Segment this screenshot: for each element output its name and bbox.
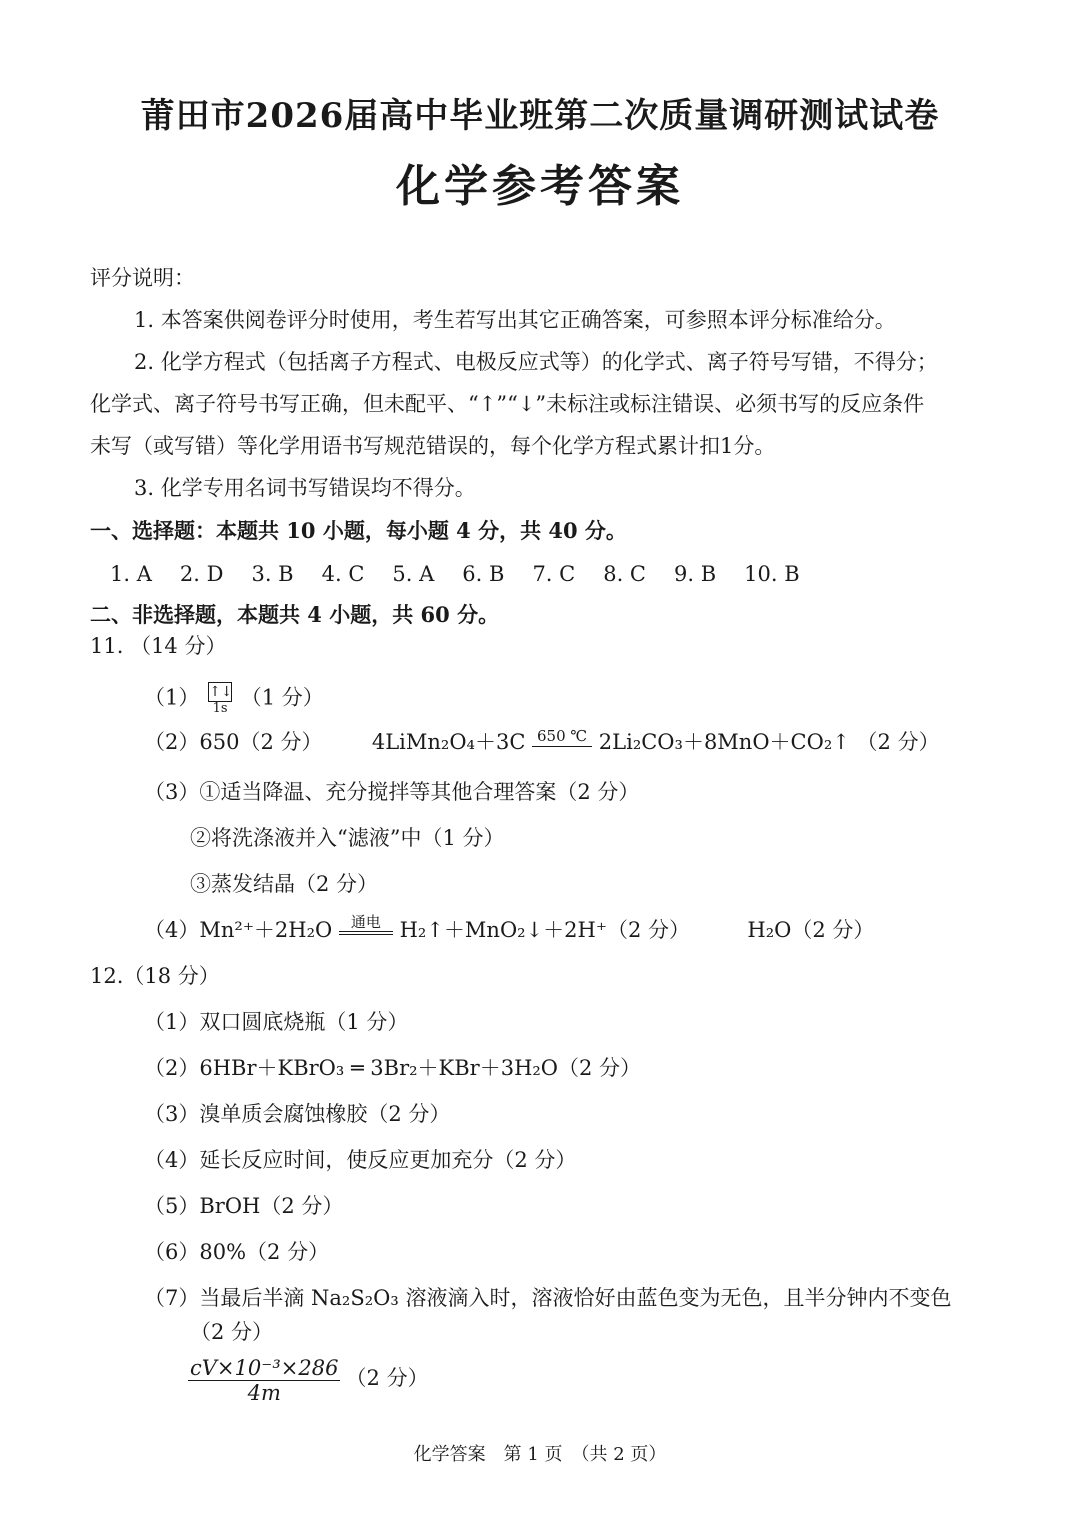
q11-p4-score: （2 分） <box>606 918 690 942</box>
q11-p3-c: ③蒸发结晶（2 分） <box>190 872 379 896</box>
note-2-line-1: 2. 化学方程式（包括离子方程式、电极反应式等）的化学式、离子符号写错，不得分； <box>134 350 938 374</box>
section-1-heading: 一、选择题：本题共 10 小题，每小题 4 分，共 40 分。 <box>90 518 627 543</box>
q12-p8-score: （2 分） <box>345 1366 429 1390</box>
mcq-answer: 6. B <box>462 562 505 586</box>
note-1: 1. 本答案供阅卷评分时使用，考生若写出其它正确答案，可参照本评分标准给分。 <box>134 308 896 332</box>
q11-p1-label: （1） <box>144 685 200 710</box>
q11-part-3 <box>144 782 639 803</box>
q12-part-8 <box>188 1356 429 1405</box>
fraction-denominator: 4m <box>247 1381 281 1405</box>
mcq-answer: 9. B <box>674 562 717 586</box>
orbital-box: ↑↓ <box>209 684 233 700</box>
q12-part-1: （1）双口圆底烧瓶（1 分） <box>144 1010 409 1034</box>
q11-p3-b: ②将洗涤液并入“滤液”中（1 分） <box>190 826 505 850</box>
note-2-line-2: 化学式、离子符号书写正确，但未配平、“↑”“↓”未标注或标注错误、必须书写的反应条件 <box>90 392 925 416</box>
note-2-line-3: 未写（或写错）等化学用语书写规范错误的，每个化学方程式累计扣1分。 <box>90 434 776 458</box>
mcq-answer: 8. C <box>603 562 646 586</box>
orbital-label: 1s <box>212 701 228 716</box>
q11-p3-a: ①适当降温、充分搅拌等其他合理答案（2 分） <box>199 780 640 804</box>
q11-p2-label: （2） <box>144 730 200 754</box>
orbital-diagram <box>208 682 232 716</box>
q11-part-1 <box>144 682 324 716</box>
q11-p4-extra: H₂O（2 分） <box>747 918 875 942</box>
mcq-answer: 3. B <box>251 562 294 586</box>
fraction-numerator: cV×10⁻³×286 <box>190 1356 339 1380</box>
reaction-condition <box>532 729 592 747</box>
mcq-answer: 5. A <box>392 562 435 586</box>
mcq-answers <box>110 562 828 586</box>
q11-p3-label: （3） <box>144 780 200 804</box>
page-subtitle: 化学参考答案 <box>396 161 684 212</box>
q11-p1-score: （1 分） <box>240 685 324 710</box>
q11-p4-label: （4） <box>144 918 200 942</box>
mcq-answer: 10. B <box>744 562 800 586</box>
q11-part-2 <box>144 727 940 755</box>
page-title: 莆田市2026届高中毕业班第二次质量调研测试试卷 <box>140 96 940 136</box>
condition-text: 通电 <box>350 913 381 931</box>
condition-line <box>532 746 592 747</box>
q12-part-7-line-2: （2 分） <box>190 1320 274 1344</box>
reaction-condition <box>339 915 393 935</box>
q11-p2-eq-left: 4LiMn₂O₄＋3C <box>371 730 526 754</box>
q12-part-2: （2）6HBr＋KBrO₃ ═ 3Br₂＋KBr＋3H₂O（2 分） <box>144 1056 642 1080</box>
q12-heading: 12.（18 分） <box>90 964 220 988</box>
fraction <box>188 1356 340 1405</box>
q11-p2-eq-right: 2Li₂CO₃＋8MnO＋CO₂↑ <box>598 730 850 754</box>
notes-heading: 评分说明： <box>90 266 195 290</box>
mcq-answer: 4. C <box>321 562 365 586</box>
q11-p4-eq-right: H₂↑＋MnO₂↓＋2H⁺ <box>399 918 607 942</box>
condition-line <box>339 931 393 935</box>
q12-part-3: （3）溴单质会腐蚀橡胶（2 分） <box>144 1102 451 1126</box>
q12-part-7-line-1: （7）当最后半滴 Na₂S₂O₃ 溶液滴入时，溶液恰好由蓝色变为无色，且半分钟内不变色 <box>144 1286 952 1310</box>
mcq-answer: 1. A <box>110 562 152 586</box>
condition-text: 650 ℃ <box>537 727 588 745</box>
q11-heading: 11. （14 分） <box>90 634 227 658</box>
q12-part-4: （4）延长反应时间，使反应更加充分（2 分） <box>144 1148 577 1172</box>
note-3: 3. 化学专用名词书写错误均不得分。 <box>134 476 476 500</box>
q11-p2-score: （2 分） <box>856 730 940 754</box>
mcq-answer: 2. D <box>179 562 224 586</box>
mcq-answer: 7. C <box>532 562 576 586</box>
page-footer: 化学答案 第 1 页 （共 2 页） <box>413 1444 667 1465</box>
q11-part-4 <box>144 913 875 945</box>
q12-part-6: （6）80%（2 分） <box>144 1240 330 1264</box>
q11-p4-eq-left: Mn²⁺＋2H₂O <box>199 918 333 942</box>
section-2-heading: 二、非选择题，本题共 4 小题，共 60 分。 <box>90 602 500 627</box>
q12-part-5: （5）BrOH（2 分） <box>144 1194 344 1218</box>
q11-p2-text: 650（2 分） <box>199 730 323 754</box>
